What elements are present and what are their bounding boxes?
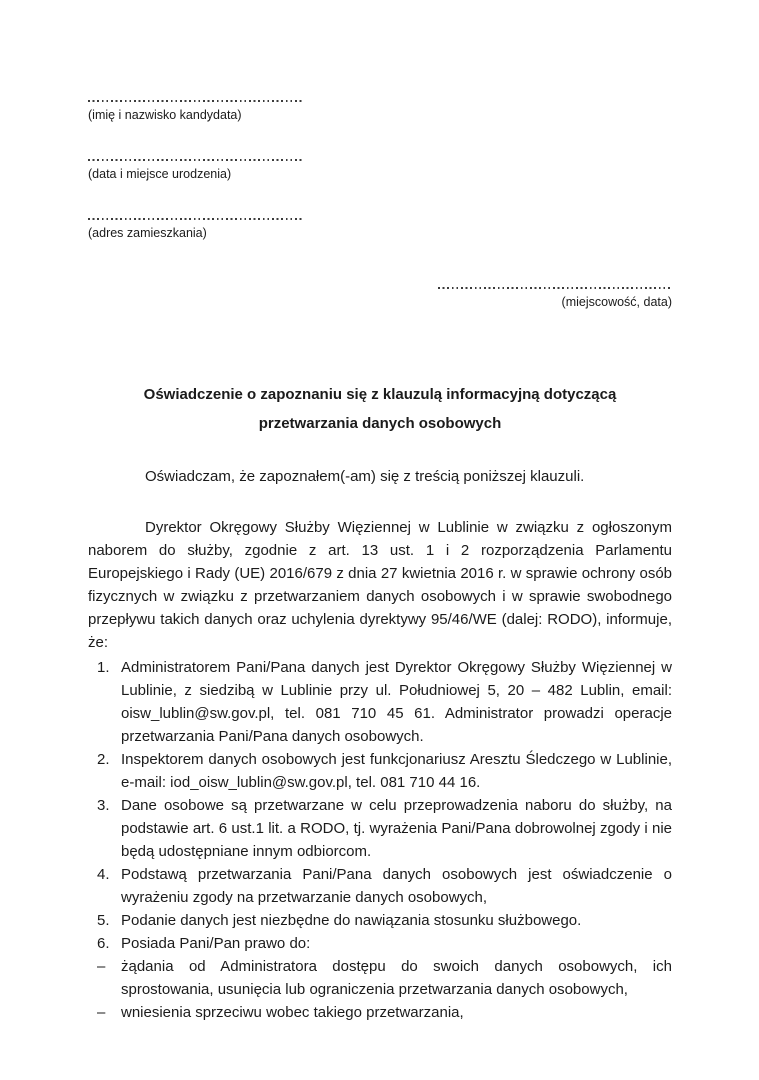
list-item (88, 955, 672, 1001)
body-paragraph: Dyrektor Okręgowy Służby Więziennej w Lublinie w związku z ogłoszonym naborem do służby, zgodnie z art. 13 ust. 1 i 2 rozporządzenia Parlamentu Europejskiego i Rady (UE) 2016/679 z dnia 27 kwietnia 2016 r. w sprawie ochrony osób fizycznych w związku z przetwarzaniem danych osobowych i w sprawie swobodnego przepływu takich danych oraz uchylenia dyrektywy 95/46/WE (dalej: RODO), informuje, że: (88, 519, 672, 651)
list-item-marker: 1. (97, 659, 110, 676)
list-item-marker: 5. (97, 912, 110, 929)
candidate-name-label: (imię i nazwisko kandydata) (88, 108, 242, 122)
list-item-marker: – (97, 1004, 106, 1021)
list-item-text: Administratorem Pani/Pana danych jest Dyrektor Okręgowy Służby Więziennej w Lublinie, z siedzibą w Lublinie przy ul. Południowej 5, 20 – 482 Lublin, email: oisw_lublin@sw.gov.pl, tel. 081 710 45 61. Administrator prowadzi operacje przetwarzania Pani/Pana danych osobowych. (121, 659, 672, 745)
document-title: Oświadczenie o zapoznaniu się z klauzulą informacyjną dotyczącą przetwarzania danych osobowych (143, 386, 617, 432)
birth-date-place-field (88, 159, 302, 182)
list-item-marker: – (97, 958, 106, 975)
list-item-text: Podstawą przetwarzania Pani/Pana danych osobowych jest oświadczenie o wyrażeniu zgody na przetwarzanie danych osobowych, (121, 866, 672, 906)
candidate-name-fill-line (88, 100, 302, 102)
list-item-text: Podanie danych jest niezbędne do nawiązania stosunku służbowego. (121, 912, 582, 929)
list-item-marker: 3. (97, 797, 110, 814)
list-item-text: Dane osobowe są przetwarzane w celu przeprowadzenia naboru do służby, na podstawie art. 6 ust.1 lit. a RODO, tj. wyrażenia Pani/Pana dobrowolnej zgody i nie będą udostępniane innym odbiorcom. (121, 797, 672, 860)
list-item (88, 932, 672, 955)
place-date-fill-line (438, 287, 672, 289)
list-item-marker: 4. (97, 866, 110, 883)
address-label: (adres zamieszkania) (88, 226, 207, 240)
clause-list (88, 656, 672, 1024)
list-item (88, 748, 672, 794)
list-item-marker: 2. (97, 751, 110, 768)
intro-paragraph: Oświadczam, że zapoznałem(-am) się z treścią poniższej klauzuli. (145, 468, 585, 485)
list-item (88, 863, 672, 909)
address-fill-line (88, 218, 302, 220)
list-item-text: żądania od Administratora dostępu do swoich danych osobowych, ich sprostowania, usunięcia lub ograniczenia przetwarzania danych osobowych, (121, 958, 672, 998)
birth-date-place-label: (data i miejsce urodzenia) (88, 167, 232, 181)
list-item-text: Posiada Pani/Pan prawo do: (121, 935, 311, 952)
list-item (88, 794, 672, 863)
place-date-field (438, 287, 672, 310)
list-item-text: Inspektorem danych osobowych jest funkcjonariusz Aresztu Śledczego w Lublinie, e-mail: iod_oisw_lublin@sw.gov.pl, tel. 081 710 44 16. (121, 751, 672, 791)
place-date-label: (miejscowość, data) (561, 295, 672, 309)
list-item-text: wniesienia sprzeciwu wobec takiego przetwarzania, (121, 1004, 464, 1021)
list-item (88, 656, 672, 748)
candidate-name-field (88, 100, 302, 123)
list-item (88, 1001, 672, 1024)
list-item-marker: 6. (97, 935, 110, 952)
address-field (88, 218, 302, 241)
list-item (88, 909, 672, 932)
birth-date-place-fill-line (88, 159, 302, 161)
